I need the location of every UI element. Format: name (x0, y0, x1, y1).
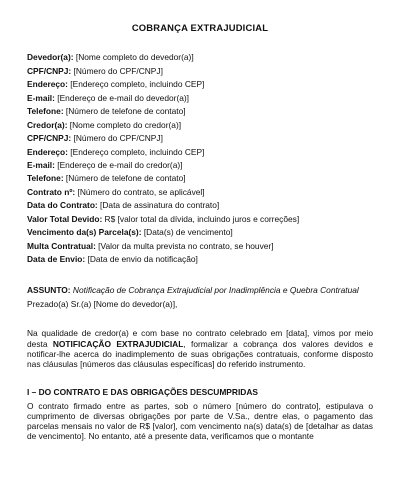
field-contract-date (27, 200, 373, 210)
field-label: CPF/CNPJ: (27, 133, 72, 144)
field-debtor-cpf (27, 66, 373, 76)
field-label: Telefone: (27, 106, 64, 117)
field-creditor-name (27, 120, 373, 130)
field-value: [Número do contrato, se aplicável] (75, 186, 205, 197)
field-contract-penalty (27, 241, 373, 251)
field-value: [Número de telefone de contato] (63, 106, 186, 117)
party-info-fields (27, 52, 373, 264)
field-label: E-mail: (27, 92, 55, 103)
field-label: Telefone: (27, 173, 64, 184)
field-value: R$ [valor total da dívida, incluindo juros e correções] (102, 213, 300, 224)
field-value: [Número de telefone de contato] (63, 173, 186, 184)
field-debtor-email (27, 93, 373, 103)
subject-value: Notificação de Cobrança Extrajudicial por Inadimplência e Quebra Contratual (70, 285, 359, 296)
field-label: Multa Contratual: (27, 240, 96, 251)
field-label: Endereço: (27, 79, 68, 90)
field-label: Vencimento da(s) Parcela(s): (27, 227, 142, 238)
field-creditor-phone (27, 173, 373, 183)
field-creditor-cpf (27, 133, 373, 143)
field-label: CPF/CNPJ: (27, 65, 72, 76)
field-value: [Nome completo do credor(a)] (67, 119, 182, 130)
field-value: [Nome completo do devedor(a)] (73, 52, 194, 63)
intro-text-bold: NOTIFICAÇÃO EXTRAJUDICIAL (52, 338, 184, 349)
section-paragraph: O contrato firmado entre as partes, sob o número [número do contrato], estipulava o cumprimento de diversas obrigações por parte de V.Sa., dentre elas, o pagamento das parcelas mensais no valor de R$ [valor], com vencimento na(s) data(s) de [detalhar as datas de vencimento]. No entanto, até a presente data, verificamos que o montante (27, 400, 373, 442)
document-title: COBRANÇA EXTRAJUDICIAL (131, 22, 269, 33)
field-value: [Endereço completo, incluindo CEP] (67, 146, 205, 157)
field-debtor-phone (27, 106, 373, 116)
subject-line (27, 285, 373, 295)
subject-label: ASSUNTO: (27, 285, 71, 296)
field-value: [Número do CPF/CNPJ] (71, 133, 163, 144)
field-label: Endereço: (27, 146, 68, 157)
field-creditor-email (27, 160, 373, 170)
field-label: E-mail: (27, 159, 55, 170)
field-debtor-address (27, 79, 373, 89)
field-value: [Endereço de e-mail do credor(a)] (54, 159, 183, 170)
field-value: [Valor da multa prevista no contrato, se houver] (95, 240, 274, 251)
field-label: Contrato nº: (27, 186, 76, 197)
field-value: [Data de assinatura do contrato] (97, 200, 220, 211)
field-debtor-name (27, 52, 373, 62)
field-value: [Endereço completo, incluindo CEP] (67, 79, 205, 90)
intro-text-start: Na qualidade de credor(a) e com base no contrato celebrado em [data], vimos por meio desta (27, 328, 373, 349)
field-label: Credor(a): (27, 119, 68, 130)
field-label: Devedor(a): (27, 52, 74, 63)
field-value: [Número do CPF/CNPJ] (71, 65, 163, 76)
intro-paragraph (27, 328, 373, 369)
field-contract-number (27, 187, 373, 197)
field-label: Valor Total Devido: (27, 213, 103, 224)
field-total-due (27, 214, 373, 224)
field-label: Data do Contrato: (27, 200, 98, 211)
field-value: [Data(s) de vencimento] (141, 227, 233, 238)
field-label: Data de Envio: (27, 254, 86, 265)
section-heading: I – DO CONTRATO E DAS OBRIGAÇÕES DESCUMPRIDAS (27, 387, 258, 398)
field-due-dates (27, 227, 373, 237)
salutation: Prezado(a) Sr.(a) [Nome do devedor(a)], (27, 299, 178, 310)
field-creditor-address (27, 147, 373, 157)
field-value: [Endereço de e-mail do devedor(a)] (54, 92, 190, 103)
field-value: [Data de envio da notificação] (85, 254, 198, 265)
field-send-date (27, 254, 373, 264)
spacer (27, 267, 373, 285)
intro-text-end: , formalizar a cobrança dos valores devidos e notificar-lhe acerca do inadimplemento de suas obrigações contratuais, conforme disposto nas cláusulas [números das cláusulas específicas] do referido instrumento. (27, 338, 373, 370)
